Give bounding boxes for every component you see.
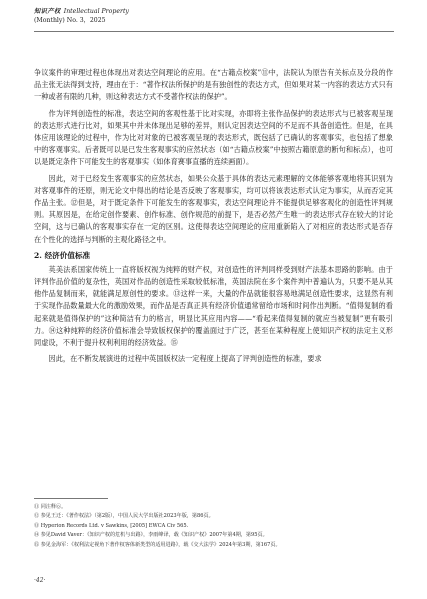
issue-info: (Monthly) No. 3，2025 bbox=[34, 16, 106, 24]
section-heading: 2. 经济价值标准 bbox=[34, 250, 91, 260]
footnote: ⑪ 同注释⑥。 bbox=[34, 504, 67, 510]
paragraph: 因此，对于已经发生客观事实的应然状态，如果公众基于具体的表达元素理解的文体能够客观地将其识别为对客观事件的还原，则无论文中得出的结论是否反映了客观事实，均可以将该表达形式认定为事实，从而否定其作品主张。⑫但是，对于既定条件下可能发生的客观事实，表达空间理论并不能提供足够客观化的创造性评判规则。其原因是，在给定创作要素、创作标准、创作规范的前提下，是否必然产生唯一的表达形式存在较大的讨论空间，这与已确认的客观事实存在一定的区别。这使得表达空间理论的应用重新陷入了对相应的表达形式是否存在个性化的选择与判断的主观化路径之中。 bbox=[34, 173, 393, 244]
paragraph: 英美法系国家传统上一直将版权视为纯粹的财产权，对创造性的评判同样受到财产法基本思路的影响。由于评判作品价值的复杂性，英国对作品的创造性采取较低标准，英国法院在多个案件判中普遍认为，只要不是从其他作品复制而来，就能满足原创性的要求。⑬这样一来，大量的作品就能很容易地满足创造性要求，这显然有利于实现作品数量最大化的激励效果，而作品是否真正具有经济价值通常留给市场和时间作出判断。“值得复制的看起来就是值得保护的”这种简洁有力的格言，明显比其应用内容——“看起来值得复制的就应当被复制”更有吸引力。⑭这种纯粹的经济价值标准会导致版权保护的覆盖面过于广泛，甚至在某种程度上使知识产权的法定主义形同虚设，不利于提升权利利用的经济效益。⑮ bbox=[34, 264, 393, 348]
page-number: ·42· bbox=[34, 577, 46, 584]
article-body bbox=[34, 67, 393, 369]
header-divider bbox=[34, 31, 394, 32]
footnote: ⑫ 参见王迁：《著作权法》（第2版），中国人民大学出版社2023年版，第86页。 bbox=[34, 513, 214, 520]
journal-name-cn: 知识产权 bbox=[34, 8, 61, 15]
footnote: ⑮ 参见金海军：《权利法定视角下著作权客体新类型的适用进路》，载《交大法学》2024年第3期，第167页。 bbox=[34, 541, 281, 548]
footnote-divider bbox=[34, 498, 108, 499]
running-header bbox=[34, 8, 394, 25]
footnotes bbox=[34, 503, 394, 550]
journal-title-line bbox=[34, 8, 394, 17]
paragraph: 作为评判创造性的标准，表达空间的客观性基于比对实现，亦即将主张作品保护的表达形式与已被客观呈现的表达形式进行比对，如果其中并未体现出足够的差异，则认定因表达空间的不足而不具备创造性。但是，在具体应用该理论的过程中，作为比对对象的已被客观呈现的表达形式，既包括了已确认的客观事实，也包括了想象中的客观事实。后者既可以是已发生客观事实的应然状态（如“古籍点校案”中按照古籍原意的断句和标点），也可以是既定条件下可能发生的客观事实（如体育赛事直播的连续画面）。 bbox=[34, 108, 393, 167]
paragraph: 因此，在不断发展演进的过程中英国版权法一定程度上提高了评判创造性的标准，要求 bbox=[48, 354, 322, 364]
footnote: ⑭ 参见David Vaver：《知识产权的危机与出路》，李雨峰译，载《知识产权》2007年第4期，第95页。 bbox=[34, 532, 268, 539]
footnote: ⑬ Hyperion Records Ltd. v Sawkins, [2005] EWCA Civ 565. bbox=[34, 522, 189, 529]
paragraph: 争议案件的审理过程也体现出对表达空间理论的应用。在“古籍点校案”⑪中，法院认为原告有关标点及分段的作品主张无法得到支持，理由在于：“著作权法所保护的是有独创性的表达方式，但如果对某一内容的表达方式只有一种或者有限的几种，则这种表达方式不受著作权法的保护”。 bbox=[34, 68, 393, 102]
journal-name-en: Intellectual Property bbox=[63, 8, 129, 15]
